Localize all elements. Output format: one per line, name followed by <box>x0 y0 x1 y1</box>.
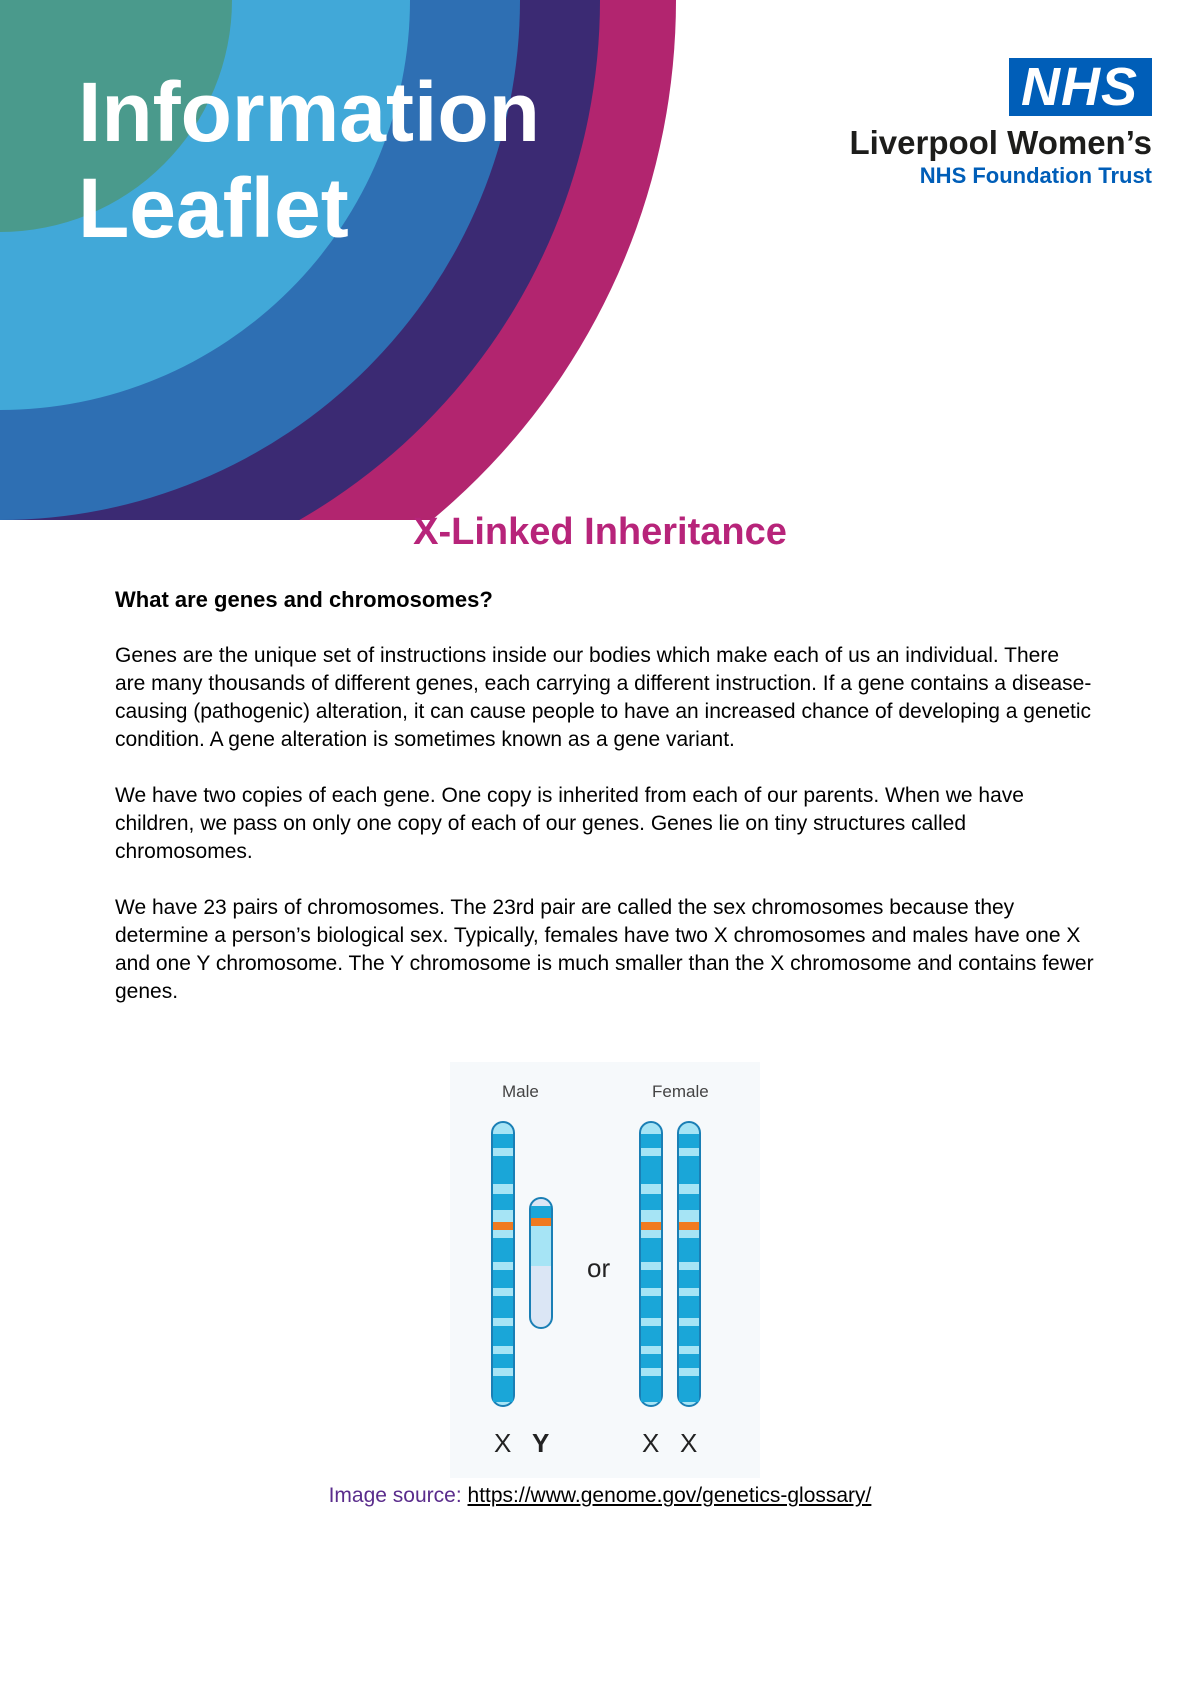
nhs-badge: NHS <box>1009 58 1152 116</box>
or-label: or <box>587 1253 611 1283</box>
female-x-label-2: X <box>680 1428 698 1458</box>
chromosome-diagram <box>450 1062 760 1478</box>
section-heading: What are genes and chromosomes? <box>115 587 493 612</box>
chromosome-figure <box>450 1062 760 1478</box>
paragraph-genes: Genes are the unique set of instructions inside our bodies which make each of us an individual. There are many thousands of different genes, each carrying a different instruction. If a gene contains a disease-causing (pathogenic) alteration, it can cause people to have an increased chance of developing a genetic condition. A gene alteration is sometimes known as a gene variant. <box>115 644 1092 751</box>
female-label: Female <box>652 1082 709 1101</box>
leaflet-title-line2: Leaflet <box>78 161 349 255</box>
leaflet-title-line1: Information <box>78 65 540 159</box>
male-y-chromosome <box>530 1198 552 1328</box>
male-y-label: Y <box>532 1428 550 1458</box>
female-x-label-1: X <box>642 1428 660 1458</box>
male-x-chromosome <box>492 1122 514 1406</box>
nhs-trust-logo <box>780 58 1152 190</box>
trust-name: Liverpool Women’s <box>849 124 1152 161</box>
caption-label: Image source: <box>328 1484 462 1507</box>
document-title: X-Linked Inheritance <box>413 511 787 553</box>
paragraph-chromosomes: We have 23 pairs of chromosomes. The 23rd pair are called the sex chromosomes because they determine a person’s biological sex. Typically, females have two X chromosomes and males have one X and one Y chromosome. The Y chromosome is much smaller than the X chromosome and contains fewer genes. <box>115 896 1094 1003</box>
male-label: Male <box>502 1082 539 1101</box>
document-body <box>115 586 1095 1034</box>
trust-subtitle: NHS Foundation Trust <box>919 163 1152 188</box>
figure-caption <box>0 1482 1200 1510</box>
male-x-label: X <box>494 1428 512 1458</box>
female-x-chromosome-2 <box>678 1122 700 1406</box>
paragraph-copies: We have two copies of each gene. One copy is inherited from each of our parents. When we have children, we pass on only one copy of each of our genes. Genes lie on tiny structures called chromosomes. <box>115 784 1024 863</box>
source-link[interactable]: https://www.genome.gov/genetics-glossary/ <box>467 1484 872 1507</box>
leaflet-title <box>78 64 540 256</box>
female-x-chromosome-1 <box>640 1122 662 1406</box>
